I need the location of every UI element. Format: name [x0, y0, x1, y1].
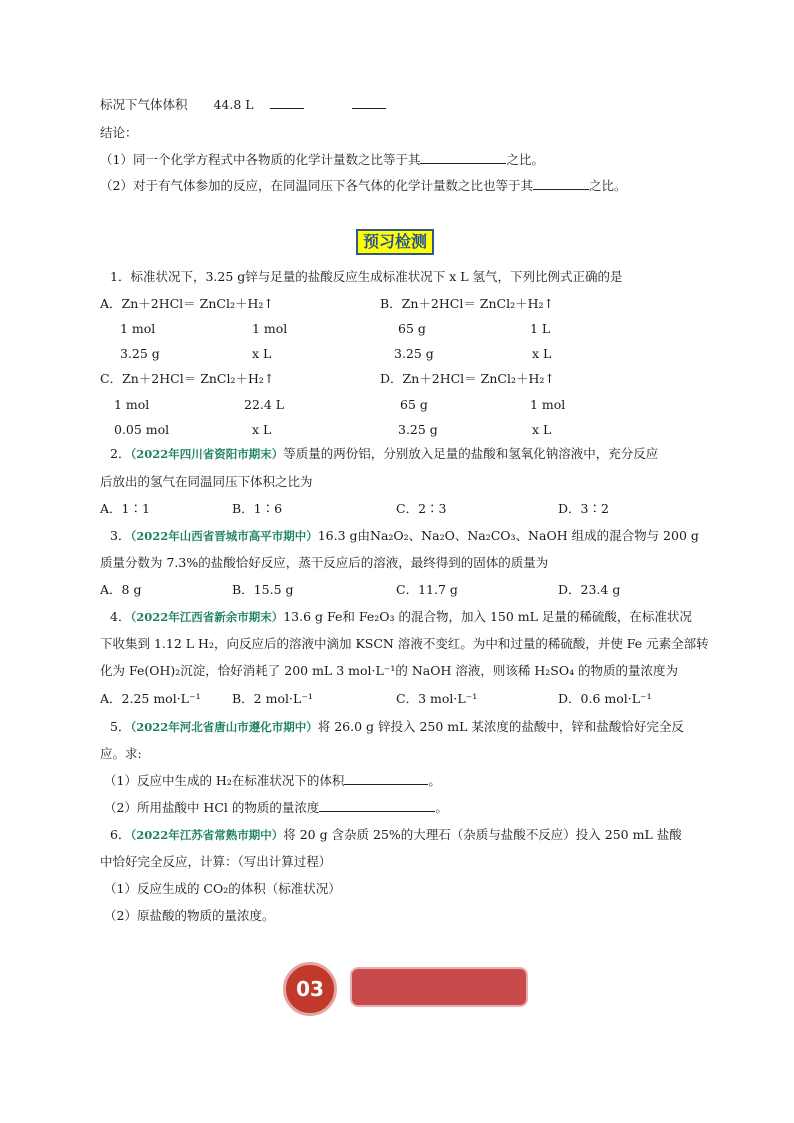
conclusion-2-text: （2）对于有气体参加的反应，在同温同压下各气体的化学计量数之比也等于其: [100, 178, 533, 193]
q1-a-cell: 1 mol: [120, 321, 156, 336]
q2-option-b[interactable]: B．1∶6: [232, 501, 283, 516]
q1-d-cell: 1 mol: [530, 397, 566, 412]
q6-source: （2022年江苏省常熟市期中）: [130, 828, 284, 842]
q4-option-b[interactable]: B．2 mol·L⁻¹: [232, 691, 313, 706]
answer-blank[interactable]: [352, 96, 386, 109]
q2-stem-1: [110, 445, 658, 463]
q1-a-cell: x L: [252, 346, 272, 361]
answer-blank[interactable]: [270, 96, 304, 109]
q1-stem: 1．标准状况下，3.25 g锌与足量的盐酸反应生成标准状况下 x L 氢气，下列比例式正确的是: [110, 269, 623, 284]
q5-sub-2: [104, 799, 448, 817]
q3-option-a[interactable]: A．8 g: [100, 582, 142, 597]
answer-blank[interactable]: [533, 177, 589, 190]
q4-option-d[interactable]: D．0.6 mol·L⁻¹: [558, 691, 652, 706]
q3-option-c[interactable]: C．11.7 g: [396, 582, 458, 597]
q3-option-b[interactable]: B．15.5 g: [232, 582, 294, 597]
q3-stem-2: 质量分数为 7.3%的盐酸恰好反应，蒸干反应后的溶液，最终得到的固体的质量为: [100, 555, 549, 570]
q2-source: （2022年四川省资阳市期末）: [130, 447, 284, 461]
q3-number: 3．: [110, 528, 131, 543]
q4-option-a[interactable]: A．2.25 mol·L⁻¹: [100, 691, 201, 706]
q6-number: 6．: [110, 827, 131, 842]
q5-stem-1: [110, 718, 684, 736]
conclusion-label: 结论：: [100, 125, 138, 140]
q5-stem-text: 将 26.0 g 锌投入 250 mL 某浓度的盐酸中，锌和盐酸恰好完全反: [317, 719, 684, 734]
q1-d-cell: 3.25 g: [398, 422, 438, 437]
q1-b-cell: 1 L: [530, 321, 551, 336]
q5-sub-2-end: 。: [435, 800, 448, 815]
conclusion-2: [100, 177, 626, 195]
q4-stem-3: 化为 Fe(OH)₂沉淀，恰好消耗了 200 mL 3 mol·L⁻¹的 NaOH 溶液，则该稀 H₂SO₄ 的物质的量浓度为: [100, 663, 679, 678]
q3-stem-text: 16.3 g由Na₂O₂、Na₂O、Na₂CO₃、NaOH 组成的混合物与 200 g: [317, 528, 699, 543]
q2-option-c[interactable]: C．2∶3: [396, 501, 447, 516]
q1-c-cell: 22.4 L: [244, 397, 285, 412]
q5-sub-1-end: 。: [428, 773, 441, 788]
section-number-badge: 03: [283, 962, 337, 1016]
conclusion-1-text: （1）同一个化学方程式中各物质的化学计量数之比等于其: [100, 152, 421, 167]
q1-d-cell: 65 g: [400, 397, 428, 412]
q2-option-a[interactable]: A．1∶1: [100, 501, 150, 516]
q1-a-cell: 3.25 g: [120, 346, 160, 361]
q1-c-cell: 0.05 mol: [114, 422, 170, 437]
section-title: 预习检测: [356, 229, 434, 255]
section-header-bar: [350, 967, 528, 1007]
q6-stem-text: 将 20 g 含杂质 25%的大理石（杂质与盐酸不反应）投入 250 mL 盐酸: [283, 827, 682, 842]
q6-stem-1: [110, 826, 682, 844]
q4-number: 4．: [110, 609, 131, 624]
q3-stem-1: [110, 527, 699, 545]
q1-b-cell: 65 g: [398, 321, 426, 336]
q3-option-d[interactable]: D．23.4 g: [558, 582, 621, 597]
answer-blank[interactable]: [344, 772, 428, 785]
q2-stem-2: 后放出的氢气在同温同压下体积之比为: [100, 474, 313, 489]
q1-b-cell: 3.25 g: [394, 346, 434, 361]
q4-source: （2022年江西省新余市期末）: [130, 610, 284, 624]
q5-sub-1-text: （1）反应中生成的 H₂在标准状况下的体积: [104, 773, 345, 788]
conclusion-2-end: 之比。: [588, 178, 627, 193]
q1-d-cell: x L: [532, 422, 552, 437]
gas-volume-value: 44.8 L: [213, 97, 254, 112]
q1-c-cell: x L: [252, 422, 272, 437]
q5-number: 5．: [110, 719, 131, 734]
q1-c-cell: 1 mol: [114, 397, 150, 412]
gas-volume-row: [100, 96, 386, 114]
answer-blank[interactable]: [420, 151, 506, 164]
q5-source: （2022年河北省唐山市遵化市期中）: [130, 720, 318, 734]
q1-option-b-equation[interactable]: B．Zn＋2HCl＝ ZnCl₂＋H₂↑: [380, 296, 555, 311]
q6-sub-1: （1）反应生成的 CO₂的体积（标准状况）: [104, 881, 341, 896]
q1-option-c-equation[interactable]: C．Zn＋2HCl＝ ZnCl₂＋H₂↑: [100, 371, 275, 386]
q1-option-a-equation[interactable]: A．Zn＋2HCl＝ ZnCl₂＋H₂↑: [100, 296, 274, 311]
q2-option-d[interactable]: D．3∶2: [558, 501, 609, 516]
q6-stem-2: 中恰好完全反应，计算：（写出计算过程）: [100, 854, 332, 869]
q6-sub-2: （2）原盐酸的物质的量浓度。: [104, 908, 275, 923]
conclusion-1: [100, 151, 544, 169]
q1-a-cell: 1 mol: [252, 321, 288, 336]
q3-source: （2022年山西省晋城市高平市期中）: [130, 529, 318, 543]
gas-volume-label: 标况下气体体积: [100, 97, 188, 112]
q5-sub-2-text: （2）所用盐酸中 HCl 的物质的量浓度: [104, 800, 320, 815]
q5-stem-2: 应。求:: [100, 746, 142, 761]
q4-option-c[interactable]: C．3 mol·L⁻¹: [396, 691, 478, 706]
q4-stem-2: 下收集到 1.12 L H₂，向反应后的溶液中滴加 KSCN 溶液不变红。为中和过量的稀硫酸，并使 Fe 元素全部转: [100, 636, 709, 651]
q4-stem-1: [110, 608, 692, 626]
conclusion-1-end: 之比。: [506, 152, 544, 167]
q5-sub-1: [104, 772, 441, 790]
q1-b-cell: x L: [532, 346, 552, 361]
q2-number: 2．: [110, 446, 131, 461]
q4-stem-text: 13.6 g Fe和 Fe₂O₃ 的混合物，加入 150 mL 足量的稀硫酸，在标准状况: [283, 609, 692, 624]
answer-blank[interactable]: [319, 799, 435, 812]
q2-stem-text: 等质量的两份铝，分别放入足量的盐酸和氢氧化钠溶液中，充分反应: [283, 446, 659, 461]
q1-option-d-equation[interactable]: D．Zn＋2HCl＝ ZnCl₂＋H₂↑: [380, 371, 555, 386]
